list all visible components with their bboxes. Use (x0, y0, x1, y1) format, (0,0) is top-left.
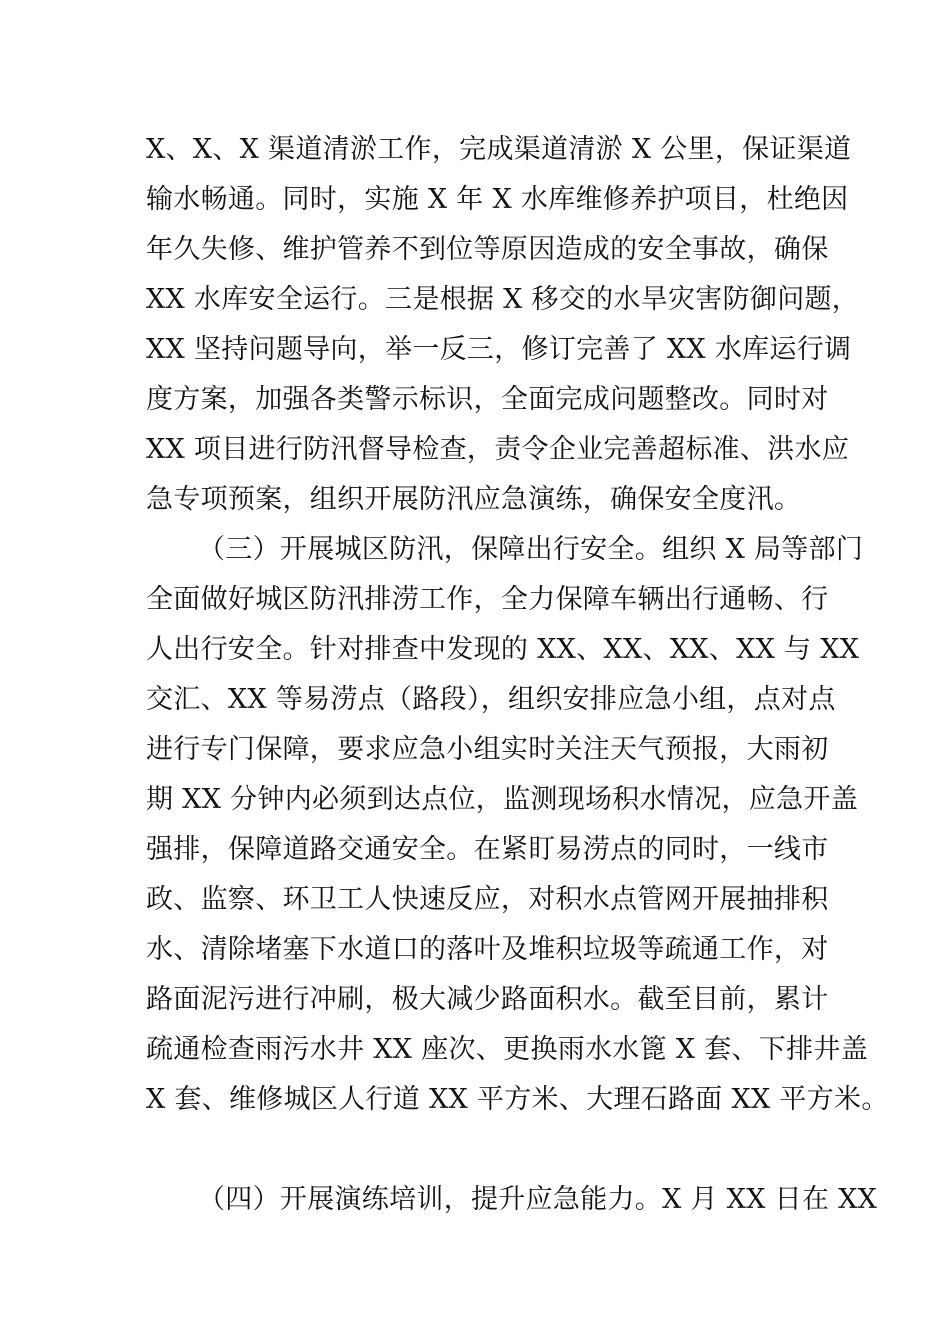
text-line: 年久失修、维护管养不到位等原因造成的安全事故，确保 (146, 234, 829, 265)
text-line: XX 水库安全运行。三是根据 X 移交的水旱灾害防御问题， (146, 284, 860, 315)
text-line: 人出行安全。针对排查中发现的 XX、XX、XX、XX 与 XX (146, 634, 860, 665)
text-line: 度方案，加强各类警示标识，全面完成问题整改。同时对 (146, 384, 829, 415)
text-line: 输水畅通。同时，实施 X 年 X 水库维修养护项目，杜绝因 (146, 184, 849, 215)
section-heading-line: （四）开展演练培训，提升应急能力。X 月 XX 日在 XX (198, 1184, 878, 1215)
text-line: 进行专门保障，要求应急小组实时关注天气预报，大雨初 (146, 734, 829, 765)
text-line: 水、清除堵塞下水道口的落叶及堆积垃圾等疏通工作，对 (146, 934, 829, 965)
text-line: 全面做好城区防汛排涝工作，全力保障车辆出行通畅、行 (146, 584, 829, 615)
text-line: 期 XX 分钟内必须到达点位，监测现场积水情况，应急开盖 (146, 784, 859, 815)
text-line: 疏通检查雨污水井 XX 座次、更换雨水水篦 X 套、下排井盖 (146, 1034, 868, 1065)
text-line: 政、监察、环卫工人快速反应，对积水点管网开展抽排积 (146, 884, 829, 915)
text-line: 路面泥污进行冲刷，极大减少路面积水。截至目前，累计 (146, 984, 829, 1015)
text-line: 强排，保障道路交通安全。在紧盯易涝点的同时，一线市 (146, 834, 829, 865)
text-line: XX 坚持问题导向，举一反三，修订完善了 XX 水库运行调 (146, 334, 852, 365)
text-line: X、X、X 渠道清淤工作，完成渠道清淤 X 公里，保证渠道 (146, 134, 852, 165)
text-line: 交汇、XX 等易涝点（路段），组织安排应急小组，点对点 (146, 684, 836, 715)
text-line: 急专项预案，组织开展防汛应急演练，确保安全度汛。 (146, 484, 802, 515)
text-line: XX 项目进行防汛督导检查，责令企业完善超标准、洪水应 (146, 434, 850, 465)
text-line: X 套、维修城区人行道 XX 平方米、大理石路面 XX 平方米。 (146, 1084, 889, 1115)
section-heading-line: （三）开展城区防汛，保障出行安全。组织 X 局等部门 (198, 534, 864, 565)
